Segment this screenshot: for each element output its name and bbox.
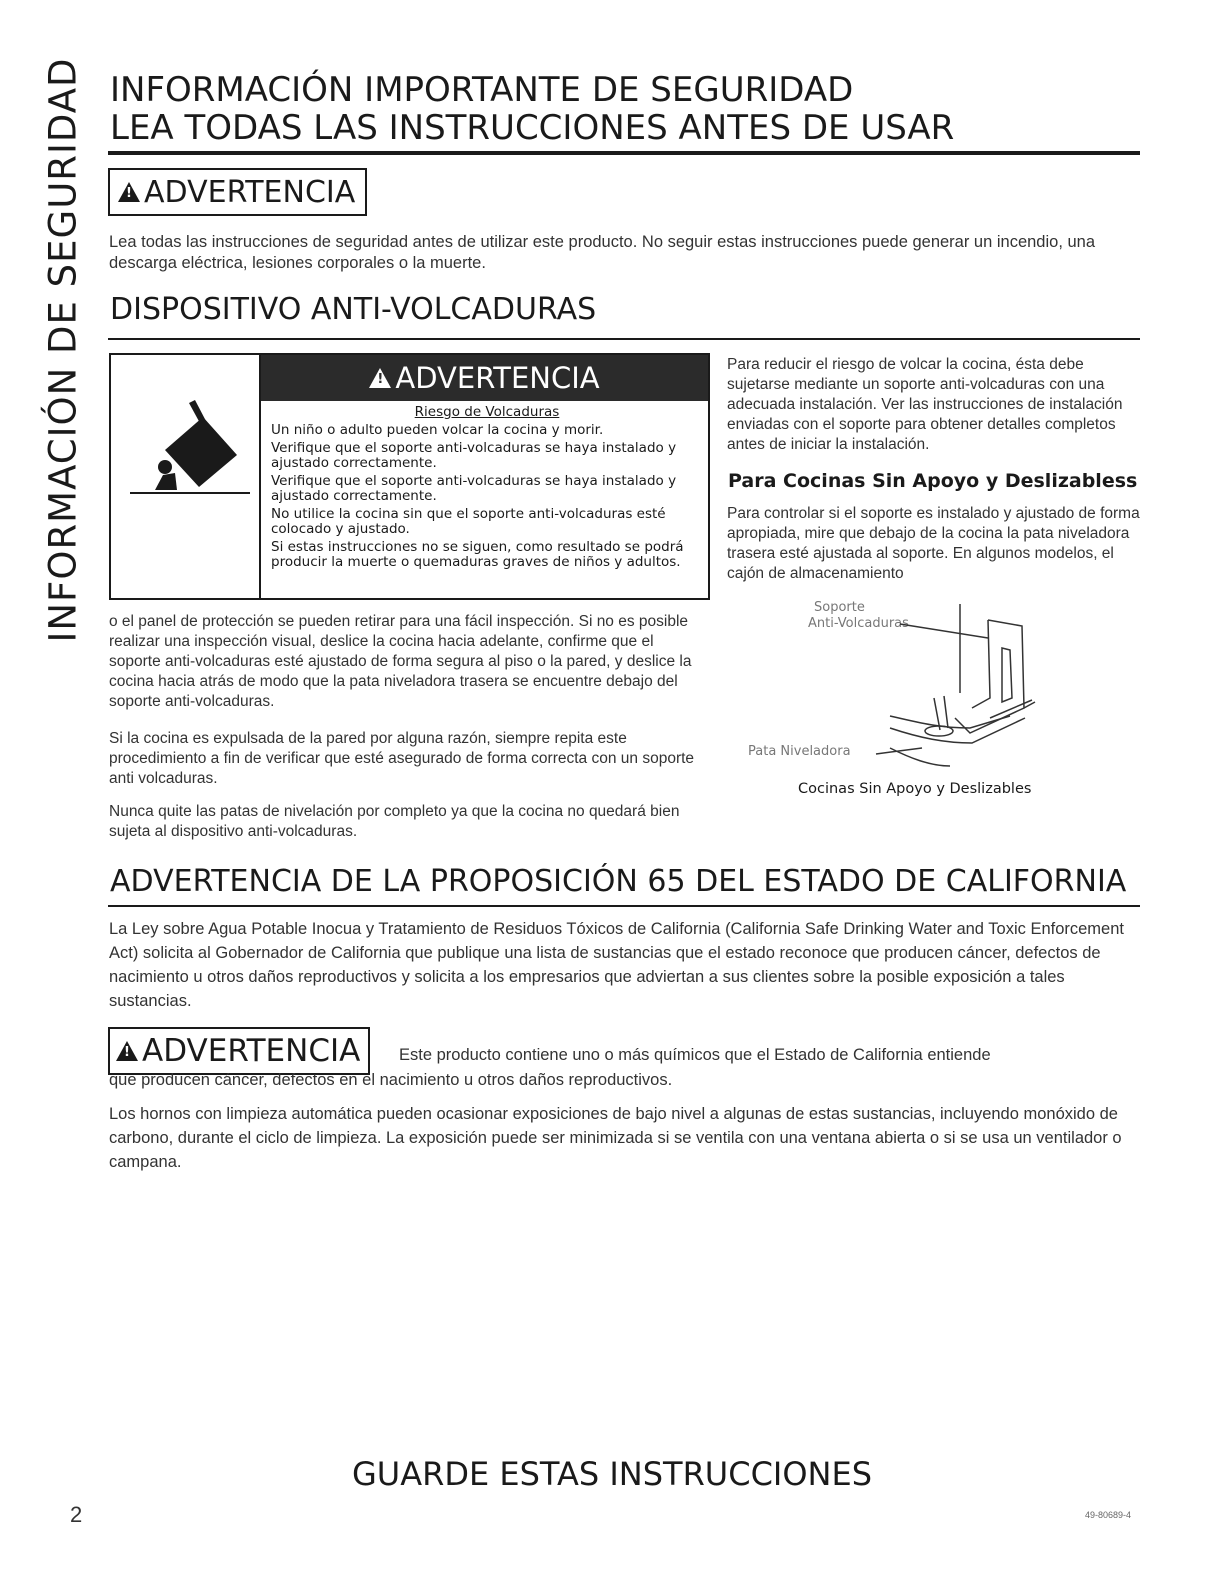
warning-line: Verifique que el soporte anti-volcaduras se haya instalado y ajustado correctamente. <box>271 473 677 504</box>
page-number: 2 <box>70 1502 83 1527</box>
prop65-warning-badge-label: ADVERTENCIA <box>142 1033 361 1069</box>
anti-tip-left-para-3: Nunca quite las patas de nivelación por completo ya que la cocina no quedará bien sujeta al dispositivo anti-volcaduras. <box>109 803 680 840</box>
label-leveling-leg: Pata Niveladora <box>748 744 851 759</box>
bracket-diagram <box>740 598 1060 778</box>
prop65-warning-badge <box>108 1027 370 1075</box>
warning-box-banner <box>261 355 708 401</box>
prop65-warning-text-1: Este producto contiene uno o más químicos que el Estado de California entiende <box>399 1046 991 1064</box>
prop65-para-1: La Ley sobre Agua Potable Inocua y Tratamiento de Residuos Tóxicos de California (California Safe Drinking Water and Toxic Enforcement Act) solicita al Gobernador de California que publique una lista de sustancias que el estado reconoce que producen cáncer, defectos de nacimiento u otros daños reproductivos y solicita a los empresarios que adviertan a sus clientes sobre la posible exposición a tales sustancias. <box>109 920 1124 1010</box>
prop65-warning-text-2: que producen cáncer, defectos en el nacimiento u otros daños reproductivos. <box>109 1071 673 1089</box>
warning-line: Un niño o adulto pueden volcar la cocina y morir. <box>271 422 604 438</box>
anti-tip-left-para-2: Si la cocina es expulsada de la pared por alguna razón, siempre repita este procedimiento a fin de verificar que esté asegurado de forma correcta con un soporte anti volcaduras. <box>109 730 695 787</box>
risk-title: Riesgo de Volcaduras <box>414 404 560 420</box>
label-bracket-line2: Anti-Volcaduras <box>808 616 909 631</box>
anti-tip-right-intro: Para reducir el riesgo de volcar la cocina, ésta debe sujetarse mediante un soporte anti-volcaduras con una adecuada instalación. Ver las instrucciones de instalación enviadas con el soporte para obtener detalles completos antes de iniciar la instalación. <box>727 356 1123 453</box>
warning-badge <box>108 168 367 216</box>
anti-tip-left-para-1: o el panel de protección se pueden retirar para una fácil inspección. Si no es posible realizar una inspección visual, deslice la cocina hacia adelante, confirme que el soporte anti-volcaduras esté ajustado de forma segura al piso o la pared, y deslice la cocina hacia atrás de modo que la pata niveladora trasera se encuentre debajo del soporte anti-volcaduras. <box>109 613 692 710</box>
footer-title: GUARDE ESTAS INSTRUCCIONES <box>351 1455 872 1493</box>
bracket-drawing <box>740 598 1060 778</box>
header-title-line2: LEA TODAS LAS INSTRUCCIONES ANTES DE USAR <box>110 108 955 148</box>
anti-tip-rule <box>108 338 1140 340</box>
anti-tip-subheading: Para Cocinas Sin Apoyo y Deslizabless <box>728 470 1138 492</box>
header-title-line1: INFORMACIÓN IMPORTANTE DE SEGURIDAD <box>110 70 854 110</box>
warning-badge-label: ADVERTENCIA <box>144 174 356 210</box>
warning-box-text <box>271 405 703 573</box>
warning-box-banner-label: ADVERTENCIA <box>395 361 600 395</box>
prop65-rule <box>108 905 1140 907</box>
warning-line: Verifique que el soporte anti-volcaduras se haya instalado y ajustado correctamente. <box>271 440 677 471</box>
anti-tip-section-title: DISPOSITIVO ANTI-VOLCADURAS <box>110 292 597 327</box>
document-number: 49-80689-4 <box>1085 1510 1132 1520</box>
prop65-section-title: ADVERTENCIA DE LA PROPOSICIÓN 65 DEL ESTADO DE CALIFORNIA <box>110 864 1127 899</box>
warning-line: Si estas instrucciones no se siguen, como resultado se podrá producir la muerte o quemaduras graves de niños y adultos. <box>271 539 684 570</box>
range-tip-illustration <box>125 395 255 505</box>
warning-line: No utilice la cocina sin que el soporte anti-volcaduras esté colocado y ajustado. <box>271 506 666 537</box>
diagram-caption: Cocinas Sin Apoyo y Deslizables <box>798 781 1032 797</box>
anti-tip-warning-box <box>109 353 710 600</box>
warning-triangle-icon <box>369 368 391 388</box>
anti-tip-right-para: Para controlar si el soporte es instalado y ajustado de forma apropiada, mire que debajo de la cocina la pata niveladora trasera esté ajustada al soporte. En algunos modelos, el cajón de almacenamiento <box>727 505 1140 582</box>
warning-intro-text: Lea todas las instrucciones de seguridad antes de utilizar este producto. No seguir estas instrucciones puede generar un incendio, una descarga eléctrica, lesiones corporales o la muerte. <box>109 233 1096 272</box>
sidebar-vertical-title <box>38 57 88 643</box>
sidebar-title-text: INFORMACIÓN DE SEGURIDAD <box>41 57 85 643</box>
prop65-para-2: Los hornos con limpieza automática pueden ocasionar exposiciones de bajo nivel a algunas de estas sustancias, incluyendo monóxido de carbono, durante el ciclo de limpieza. La exposición puede ser minimizada si se ventila con una ventana abierta o si se usa un ventilador o campana. <box>109 1105 1122 1171</box>
label-bracket-line1: Soporte <box>814 600 865 615</box>
header-rule <box>108 151 1140 155</box>
warning-triangle-icon <box>116 1041 138 1061</box>
warning-triangle-icon <box>118 182 140 202</box>
